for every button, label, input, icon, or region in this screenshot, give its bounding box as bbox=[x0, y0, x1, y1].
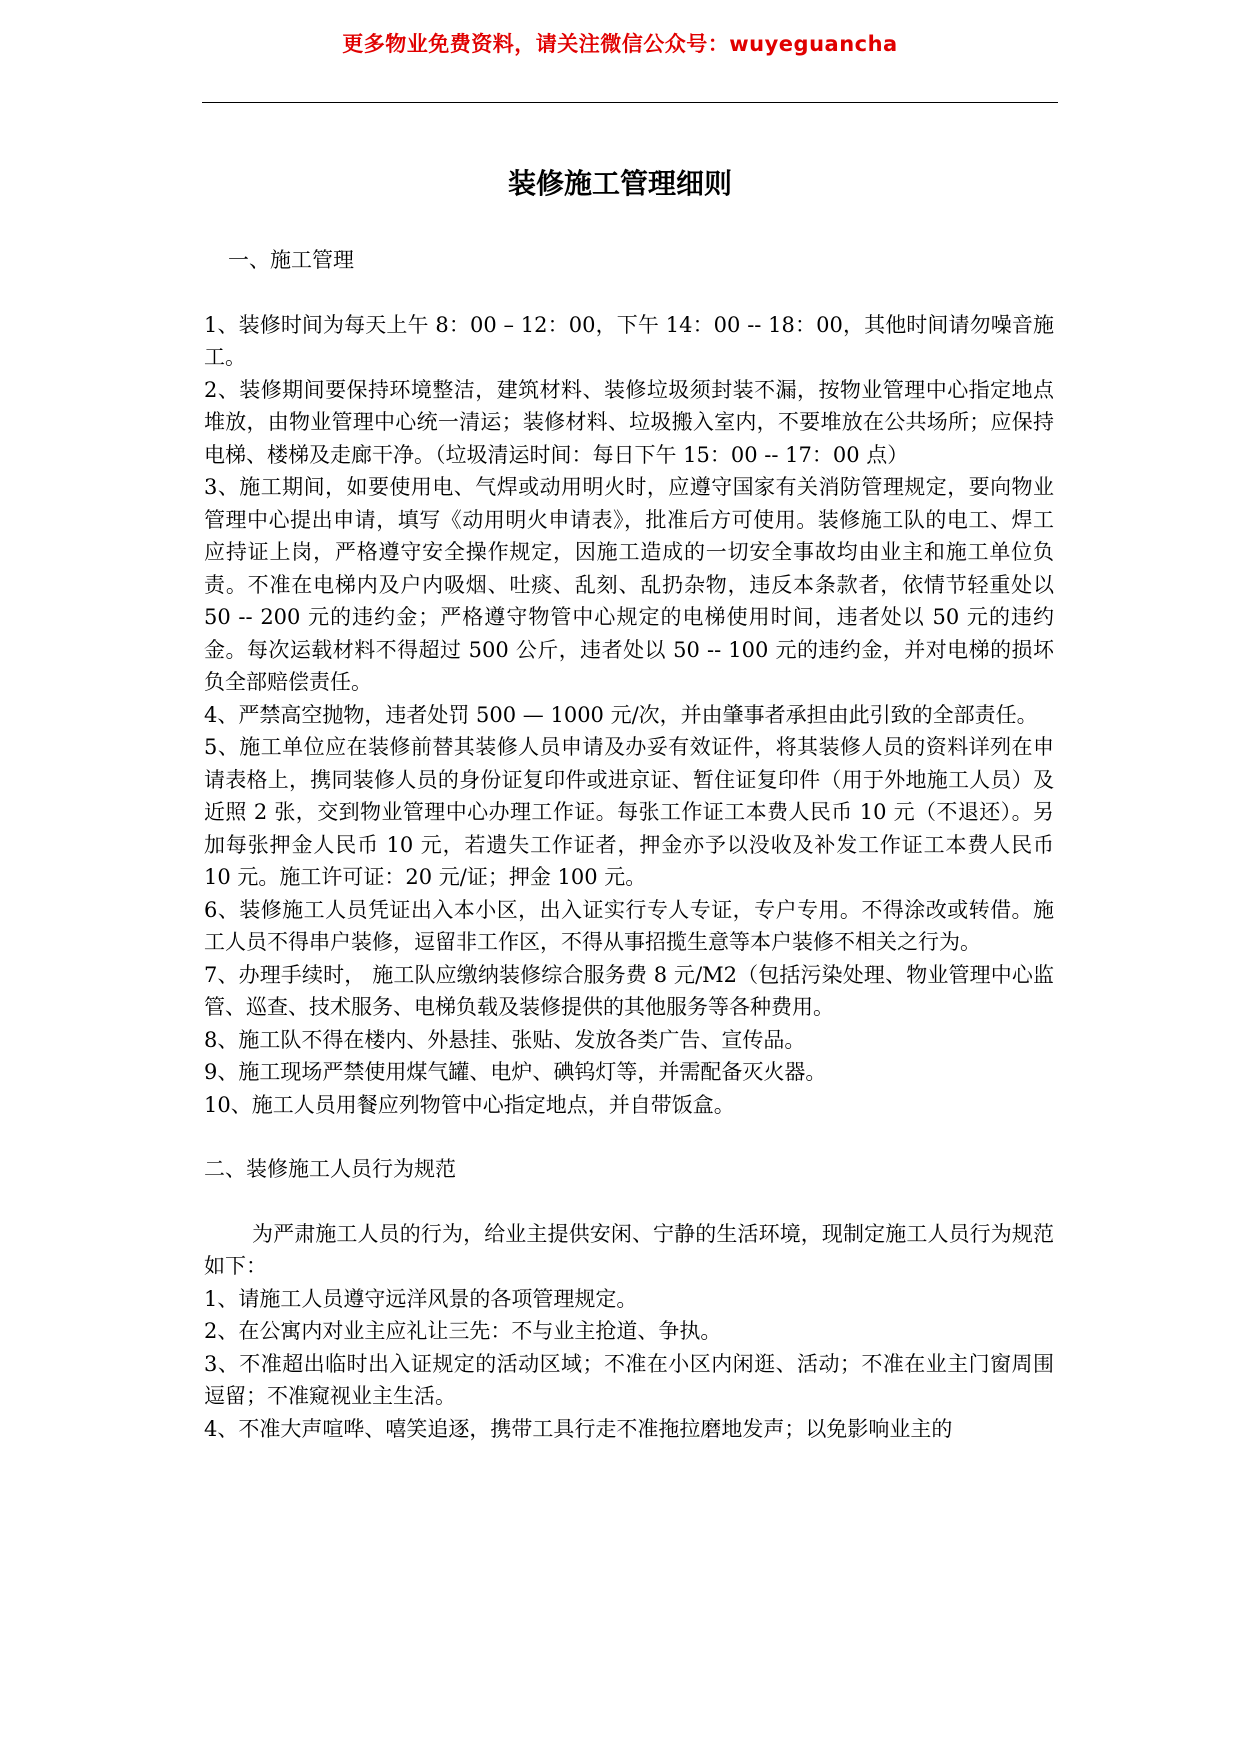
paragraph-item: 9、施工现场严禁使用煤气罐、电炉、碘钨灯等，并需配备灭火器。 bbox=[204, 1060, 827, 1084]
paragraph-item: 3、施工期间，如要使用电、气焊或动用明火时，应遵守国家有关消防管理规定，要向物业管理中心提出申请，填写《动用明火申请表》，批准后方可使用。装修施工队的电工、焊工应持证上岗，严格遵守安全操作规定，因施工造成的一切安全事故均由业主和施工单位负责。不准在电梯内及户内吸烟、吐痰、乱刻、乱扔杂物，违反本条款者，依情节轻重处以 50 -- 200 元的违约金；严格遵守物管中心规定的电梯使用时间，违者处以 50 元的违约金。每次运载材料不得超过 500 公斤，违者处以 50 -- 100 元的违约金，并对电梯的损坏负全部赔偿责任。 bbox=[204, 475, 1054, 694]
paragraph-item: 5、施工单位应在装修前替其装修人员申请及办妥有效证件，将其装修人员的资料详列在申请表格上，携同装修人员的身份证复印件或进京证、暂住证复印件（用于外地施工人员）及近照 2 张，交到物业管理中心办理工作证。每张工作证工本费人民币 10 元（不退还）。另加每张押金人民币 10 元，若遗失工作证者，押金亦予以没收及补发工作证工本费人民币 10 元。施工许可证：20 元/证；押金 100 元。 bbox=[204, 735, 1054, 889]
document-body bbox=[204, 244, 1054, 1445]
paragraph-item: 1、请施工人员遵守远洋风景的各项管理规定。 bbox=[204, 1286, 638, 1311]
paragraph-item: 10、施工人员用餐应列物管中心指定地点，并自带饭盒。 bbox=[204, 1092, 735, 1117]
document-title: 装修施工管理细则 bbox=[507, 167, 732, 200]
header-banner: 更多物业免费资料，请关注微信公众号：wuyeguancha bbox=[342, 32, 898, 56]
paragraph-item: 4、不准大声喧哗、嘻笑追逐，携带工具行走不准拖拉磨地发声；以免影响业主的 bbox=[204, 1416, 953, 1441]
header-divider bbox=[202, 102, 1058, 103]
paragraph-item: 6、装修施工人员凭证出入本小区，出入证实行专人专证，专户专用。不得涂改或转借。施工人员不得串户装修，逗留非工作区，不得从事招揽生意等本户装修不相关之行为。 bbox=[204, 897, 1054, 954]
paragraph-item: 7、办理手续时， 施工队应缴纳装修综合服务费 8 元/M2（包括污染处理、物业管理中心监管、巡查、技术服务、电梯负载及装修提供的其他服务等各种费用。 bbox=[204, 962, 1054, 1019]
paragraph-item: 1、装修时间为每天上午 8：00 – 12：00，下午 14：00 -- 18：00，其他时间请勿噪音施工。 bbox=[204, 312, 1054, 369]
paragraph-item: 8、施工队不得在楼内、外悬挂、张贴、发放各类广告、宣传品。 bbox=[204, 1027, 806, 1052]
section-heading-worker-conduct: 二、装修施工人员行为规范 bbox=[204, 1157, 456, 1181]
section-heading-construction-management: 一、施工管理 bbox=[228, 248, 354, 272]
paragraph-item: 2、在公寓内对业主应礼让三先：不与业主抢道、争执。 bbox=[204, 1319, 722, 1343]
section-intro: 为严肃施工人员的行为，给业主提供安闲、宁静的生活环境，现制定施工人员行为规范如下： bbox=[204, 1221, 1054, 1278]
paragraph-item: 3、不准超出临时出入证规定的活动区域；不准在小区内闲逛、活动；不准在业主门窗周围逗留；不准窥视业主生活。 bbox=[204, 1351, 1054, 1408]
paragraph-item: 4、严禁高空抛物，违者处罚 500 — 1000 元/次，并由肇事者承担由此引致的全部责任。 bbox=[204, 702, 1038, 727]
paragraph-item: 2、装修期间要保持环境整洁，建筑材料、装修垃圾须封装不漏，按物业管理中心指定地点堆放，由物业管理中心统一清运；装修材料、垃圾搬入室内，不要堆放在公共场所；应保持电梯、楼梯及走廊干净。（垃圾清运时间：每日下午 15：00 -- 17：00 点） bbox=[204, 377, 1054, 467]
